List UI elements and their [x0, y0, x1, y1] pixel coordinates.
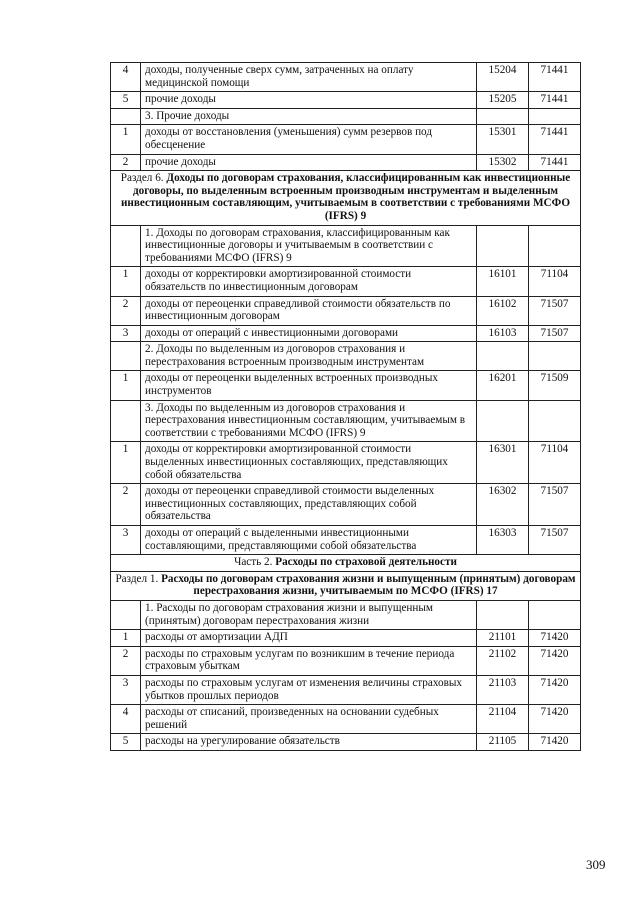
heading-title: Доходы по договорам страхования, классифицированным как инвестиционные договоры, по выделенным встроенным производным инструментам и выделенным инвестиционным составляющим, учитываемым в соответствии с требованиями МСФО (IFRS) 9: [120, 172, 571, 222]
table-row: [111, 484, 581, 526]
row-description: расходы от амортизации АДП: [141, 630, 477, 647]
group-heading: 3. Доходы по выделенным из договоров страхования и перестрахования инвестиционным составляющим, учитываемым в соответствии с требованиями МСФО (IFRS) 9: [141, 400, 477, 442]
row-description: доходы от восстановления (уменьшения) сумм резервов под обесценение: [141, 125, 477, 154]
row-number: 1: [111, 442, 141, 484]
row-account: 71441: [529, 92, 581, 109]
row-code: 15204: [477, 63, 529, 92]
row-code: 16302: [477, 484, 529, 526]
section-heading-row: [111, 571, 581, 600]
row-code: 15301: [477, 125, 529, 154]
row-account: [529, 342, 581, 371]
row-description: расходы на урегулирование обязательств: [141, 734, 477, 751]
table-row: [111, 267, 581, 296]
table-row: [111, 325, 581, 342]
row-number: 4: [111, 705, 141, 734]
row-number: 1: [111, 267, 141, 296]
row-number: [111, 108, 141, 125]
page-number: 309: [586, 857, 606, 872]
row-number: 1: [111, 371, 141, 400]
group-heading: 1. Доходы по договорам страхования, классифицированным как инвестиционные договоры и учитываемым в соответствии с требованиями МСФО (IFRS) 9: [141, 225, 477, 267]
row-description: доходы от переоценки справедливой стоимости выделенных инвестиционных составляющих, представляющих собой обязательства: [141, 484, 477, 526]
row-number: [111, 225, 141, 267]
group-heading: 3. Прочие доходы: [141, 108, 477, 125]
heading-prefix: Часть 2.: [234, 556, 276, 569]
table-row: [111, 630, 581, 647]
row-account: 71420: [529, 630, 581, 647]
row-description: расходы по страховым услугам по возникшим в течение периода страховым убыткам: [141, 646, 477, 675]
row-code: 21101: [477, 630, 529, 647]
row-account: 71420: [529, 705, 581, 734]
table-row: [111, 296, 581, 325]
row-number: [111, 400, 141, 442]
row-description: прочие доходы: [141, 154, 477, 171]
group-heading-row: [111, 108, 581, 125]
heading-title: Расходы по страховой деятельности: [275, 556, 457, 569]
section-heading: [111, 571, 581, 600]
heading-prefix: Раздел 1.: [115, 572, 162, 585]
row-account: 71420: [529, 646, 581, 675]
group-heading-row: [111, 342, 581, 371]
section-heading: [111, 171, 581, 225]
row-number: 2: [111, 154, 141, 171]
row-number: 5: [111, 92, 141, 109]
group-heading-row: [111, 225, 581, 267]
group-heading: 1. Расходы по договорам страхования жизни и выпущенным (принятым) договорам перестрахования жизни: [141, 600, 477, 629]
row-code: 16201: [477, 371, 529, 400]
table-row: [111, 734, 581, 751]
row-description: доходы от операций с выделенными инвестиционными составляющими, представляющими собой обязательства: [141, 526, 477, 555]
row-number: [111, 342, 141, 371]
group-heading: 2. Доходы по выделенным из договоров страхования и перестрахования встроенным производным инструментам: [141, 342, 477, 371]
row-code: [477, 225, 529, 267]
row-code: 21105: [477, 734, 529, 751]
part-heading-row: [111, 555, 581, 572]
row-description: доходы от корректировки амортизированной стоимости обязательств по инвестиционным договорам: [141, 267, 477, 296]
row-number: 3: [111, 675, 141, 704]
table-row: [111, 154, 581, 171]
row-account: 71420: [529, 675, 581, 704]
group-heading-row: [111, 600, 581, 629]
row-code: 21102: [477, 646, 529, 675]
heading-title: Расходы по договорам страхования жизни и выпущенным (принятым) договорам перестрахования жизни, учитываемым по МСФО (IFRS) 17: [161, 572, 576, 598]
row-code: 16103: [477, 325, 529, 342]
row-number: 2: [111, 296, 141, 325]
table-row: [111, 675, 581, 704]
row-account: 71441: [529, 154, 581, 171]
row-code: 21103: [477, 675, 529, 704]
part-heading: [111, 555, 581, 572]
row-account: 71441: [529, 63, 581, 92]
row-code: 16301: [477, 442, 529, 484]
row-description: доходы, полученные сверх сумм, затраченных на оплату медицинской помощи: [141, 63, 477, 92]
row-number: 1: [111, 125, 141, 154]
row-description: доходы от переоценки справедливой стоимости обязательств по инвестиционным договорам: [141, 296, 477, 325]
row-description: доходы от корректировки амортизированной стоимости выделенных инвестиционных составляющих, представляющих собой обязательства: [141, 442, 477, 484]
row-code: [477, 400, 529, 442]
row-account: [529, 600, 581, 629]
row-account: [529, 225, 581, 267]
row-number: 3: [111, 526, 141, 555]
row-code: 16101: [477, 267, 529, 296]
table-row: [111, 705, 581, 734]
row-account: [529, 108, 581, 125]
row-account: 71104: [529, 442, 581, 484]
row-number: 3: [111, 325, 141, 342]
row-code: 16102: [477, 296, 529, 325]
row-account: 71441: [529, 125, 581, 154]
row-code: 21104: [477, 705, 529, 734]
row-account: 71507: [529, 296, 581, 325]
row-number: 5: [111, 734, 141, 751]
table-row: [111, 526, 581, 555]
row-number: 2: [111, 484, 141, 526]
row-code: [477, 108, 529, 125]
row-description: доходы от операций с инвестиционными договорами: [141, 325, 477, 342]
group-heading-row: [111, 400, 581, 442]
row-description: расходы от списаний, произведенных на основании судебных решений: [141, 705, 477, 734]
row-account: [529, 400, 581, 442]
table-row: [111, 442, 581, 484]
heading-prefix: Раздел 6.: [120, 172, 167, 185]
row-number: [111, 600, 141, 629]
table-row: [111, 92, 581, 109]
row-description: доходы от переоценки выделенных встроенных производных инструментов: [141, 371, 477, 400]
row-account: 71507: [529, 484, 581, 526]
table-row: [111, 63, 581, 92]
section-heading-row: [111, 171, 581, 225]
row-account: 71507: [529, 526, 581, 555]
row-account: 71104: [529, 267, 581, 296]
row-code: [477, 342, 529, 371]
row-code: 15302: [477, 154, 529, 171]
row-account: 71509: [529, 371, 581, 400]
row-code: 16303: [477, 526, 529, 555]
row-number: 1: [111, 630, 141, 647]
row-account: 71420: [529, 734, 581, 751]
row-code: [477, 600, 529, 629]
table-row: [111, 371, 581, 400]
table-body: [111, 63, 581, 751]
row-description: расходы по страховым услугам от изменения величины страховых убытков прошлых периодов: [141, 675, 477, 704]
row-number: 2: [111, 646, 141, 675]
row-description: прочие доходы: [141, 92, 477, 109]
accounts-table: [110, 62, 581, 751]
row-code: 15205: [477, 92, 529, 109]
table-row: [111, 125, 581, 154]
row-account: 71507: [529, 325, 581, 342]
table-row: [111, 646, 581, 675]
row-number: 4: [111, 63, 141, 92]
